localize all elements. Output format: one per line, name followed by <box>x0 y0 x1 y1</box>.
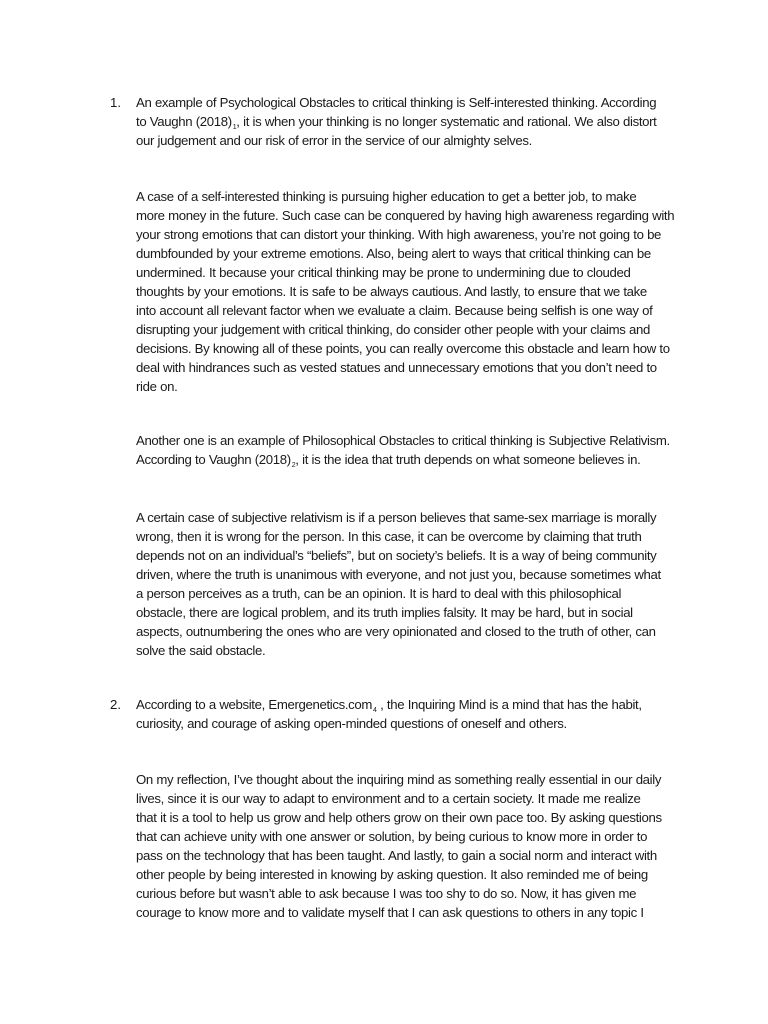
text-line: other people by being interested in knowing by asking question. It also reminded me of being <box>136 867 648 882</box>
paragraph <box>136 187 696 396</box>
text-line: undermined. It because your critical thinking may be prone to undermining due to clouded <box>136 265 631 280</box>
text-line: An example of Psychological Obstacles to critical thinking is Self-interested thinking. According <box>136 95 657 110</box>
text-line: more money in the future. Such case can be conquered by having high awareness regarding with <box>136 208 675 223</box>
text-line: wrong, then it is wrong for the person. In this case, it can be overcome by claiming that truth <box>136 529 642 544</box>
text-line: curious before but wasn’t able to ask because I was too shy to do so. Now, it has given me <box>136 886 637 901</box>
paragraph <box>136 770 696 922</box>
text-line: According to a website, Emergenetics.com$^4$ , the Inquiring Mind is a mind that has the habit, <box>136 697 642 714</box>
text-line: that it is a tool to help us grow and help others grow on their own pace too. By asking questions <box>136 810 662 825</box>
list-number: 2. <box>110 697 121 712</box>
text-line: On my reflection, I’ve thought about the inquiring mind as something really essential in our daily <box>136 772 662 787</box>
text-line: A case of a self-interested thinking is pursuing higher education to get a better job, to make <box>136 189 637 204</box>
text-line: curiosity, and courage of asking open-minded questions of oneself and others. <box>136 716 567 731</box>
text-line: lives, since it is our way to adapt to environment and to a certain society. It made me realize <box>136 791 641 806</box>
list-number: 1. <box>110 95 121 110</box>
text-line: a person perceives as a truth, can be an opinion. It is hard to deal with this philosophical <box>136 586 622 601</box>
text-line: solve the said obstacle. <box>136 643 266 658</box>
text-line: thoughts by your emotions. It is safe to be always cautious. And lastly, to ensure that we take <box>136 284 647 299</box>
text-line: to Vaughn (2018)$^1$, it is when your thinking is no longer systematic and rational. We also distort <box>136 114 657 131</box>
text-line: obstacle, there are logical problem, and its truth implies falsity. It may be hard, but in social <box>136 605 633 620</box>
text-line: into account all relevant factor when we evaluate a claim. Because being selfish is one way of <box>136 303 653 318</box>
text-line: A certain case of subjective relativism is if a person believes that same-sex marriage is morally <box>136 510 657 525</box>
paragraph <box>136 93 696 150</box>
text-line: courage to know more and to validate myself that I can ask questions to others in any topic I <box>136 905 644 920</box>
text-line: that can achieve unity with one answer or solution, by being curious to know more in order to <box>136 829 648 844</box>
paragraph <box>136 431 696 469</box>
text-line: decisions. By knowing all of these points, you can really overcome this obstacle and learn how to <box>136 341 670 356</box>
text-line: According to Vaughn (2018)$^2$, it is the idea that truth depends on what someone believes in. <box>136 452 641 469</box>
text-line: ride on. <box>136 379 178 394</box>
text-line: our judgement and our risk of error in the service of our almighty selves. <box>136 133 532 148</box>
paragraph <box>136 695 696 733</box>
text-line: depends not on an individual’s “beliefs”, but on society’s beliefs. It is a way of being community <box>136 548 657 563</box>
text-line: deal with hindrances such as vested statues and unnecessary emotions that you don’t need to <box>136 360 657 375</box>
text-line: Another one is an example of Philosophical Obstacles to critical thinking is Subjective Relativism. <box>136 433 670 448</box>
text-line: dumbfounded by your extreme emotions. Also, being alert to ways that critical thinking can be <box>136 246 651 261</box>
text-line: disrupting your judgement with critical thinking, do consider other people with your claims and <box>136 322 650 337</box>
text-line: driven, where the truth is unanimous with everyone, and not just you, because sometimes what <box>136 567 661 582</box>
text-line: your strong emotions that can distort your thinking. With high awareness, you’re not going to be <box>136 227 662 242</box>
paragraph <box>136 508 696 660</box>
text-line: aspects, outnumbering the ones who are very opinionated and closed to the truth of other, can <box>136 624 656 639</box>
text-line: pass on the technology that has been taught. And lastly, to gain a social norm and interact with <box>136 848 657 863</box>
